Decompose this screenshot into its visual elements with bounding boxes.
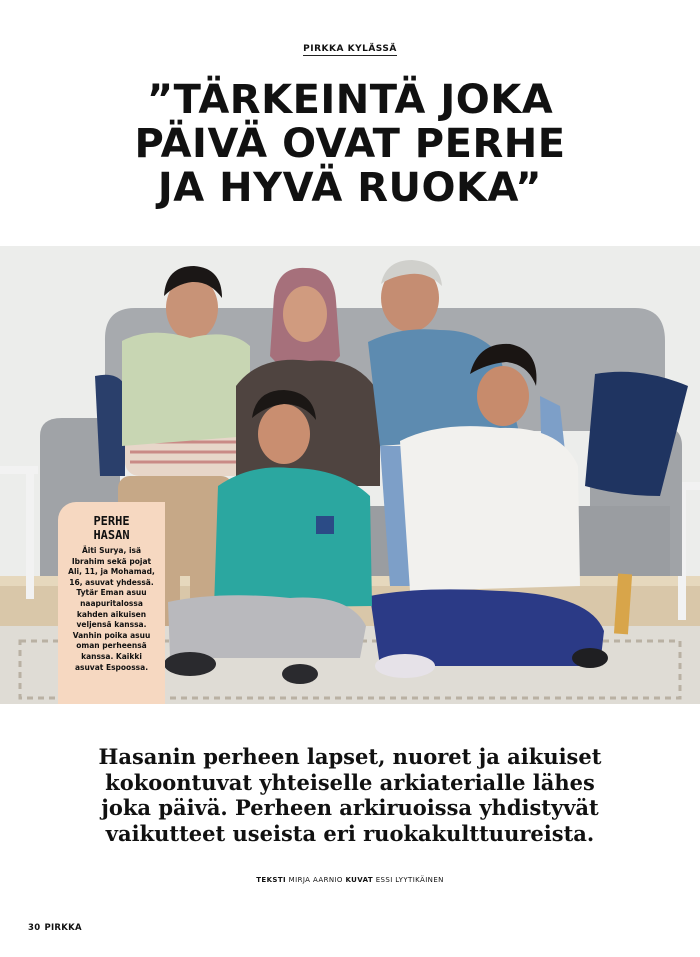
infobox-text [58, 546, 165, 673]
lede-line: vaikutteet useista eri ruokakulttuureista. [105, 820, 595, 846]
page-number: 30 [28, 923, 41, 933]
headline-line: PÄIVÄ OVAT PERHE [134, 121, 566, 167]
text-credit-author: MIRJA AARNIO [288, 876, 343, 884]
lede-line: joka päivä. Perheen arkiruoissa yhdistyvät [101, 795, 599, 820]
lede-paragraph [0, 744, 700, 846]
infobox-text-line: 16, asuvat yhdessä. [69, 577, 154, 587]
infobox-text-line: Ibrahim sekä pojat [71, 556, 152, 566]
photo-credit-label: KUVAT [345, 876, 374, 884]
infobox-text-line: Äiti Surya, isä [81, 546, 142, 555]
text-credit-label: TEKSTI [256, 876, 287, 884]
infobox-text-line: naapuritalossa [80, 598, 143, 608]
magazine-name: PIRKKA [44, 923, 82, 933]
section-label-text: PIRKKA KYLÄSSÄ [303, 44, 397, 54]
infobox-text-line: kahden aikuisen [76, 609, 147, 619]
infobox-text-line: Tytär Eman asuu [76, 588, 147, 598]
infobox-text-line: veljensä kanssa. [76, 620, 147, 630]
headline [0, 78, 700, 210]
family-infobox [58, 502, 165, 704]
infobox-text-line: kanssa. Kaikki [81, 651, 142, 661]
infobox-title-line: PERHE [93, 514, 130, 528]
infobox-text-line: oman perheensä [76, 641, 147, 651]
infobox-text-line: asuvat Espoossa. [74, 662, 149, 672]
photo-credit-author: ESSI LYYTIKÄINEN [375, 876, 444, 884]
headline-line: JA HYVÄ RUOKA” [157, 165, 543, 211]
lede-line: kokoontuvat yhteiselle arkiaterialle lähes [105, 769, 595, 795]
headline-line: ”TÄRKEINTÄ JOKA [146, 77, 554, 123]
infobox-title-line: HASAN [93, 528, 130, 542]
page-folio [28, 923, 82, 933]
infobox-title [58, 514, 165, 542]
infobox-text-line: Ali, 11, ja Mohamad, [68, 567, 155, 577]
lede-line: Hasanin perheen lapset, nuoret ja aikuiset [98, 744, 602, 769]
credits [0, 876, 700, 884]
section-label [0, 36, 700, 55]
infobox-text-line: Vanhin poika asuu [72, 630, 151, 640]
